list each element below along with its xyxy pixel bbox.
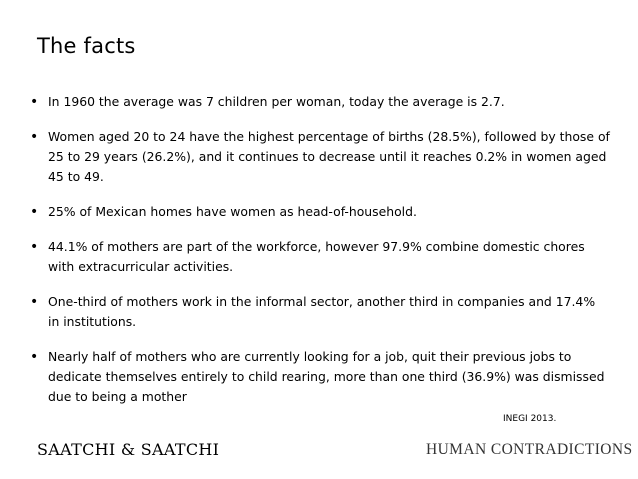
- slide-title: The facts: [37, 34, 136, 58]
- fact-bullet: • Nearly half of mothers who are currently looking for a job, quit their previous jobs to dedicate themselves entirely to child rearing, more than one third (36.9%) was dismissed due to being a mother: [30, 347, 610, 407]
- fact-bullet: • 44.1% of mothers are part of the workforce, however 97.9% combine domestic chores with extracurricular activities.: [30, 237, 610, 277]
- fact-bullet: • Women aged 20 to 24 have the highest percentage of births (28.5%), followed by those of 25 to 29 years (26.2%), and it continues to decrease until it reaches 0.2% in women aged 45 to 49.: [30, 127, 610, 187]
- fact-bullet: • In 1960 the average was 7 children per woman, today the average is 2.7.: [30, 92, 610, 112]
- source-citation: INEGI 2013.: [503, 414, 557, 424]
- human-contradictions-logo: HUMAN CONTRADICTIONS: [426, 441, 633, 458]
- fact-bullet: • 25% of Mexican homes have women as head-of-household.: [30, 202, 610, 222]
- fact-bullet: • One-third of mothers work in the informal sector, another third in companies and 17.4% in institutions.: [30, 292, 610, 332]
- facts-list: [30, 92, 610, 422]
- saatchi-logo: SAATCHI & SAATCHI: [37, 440, 220, 459]
